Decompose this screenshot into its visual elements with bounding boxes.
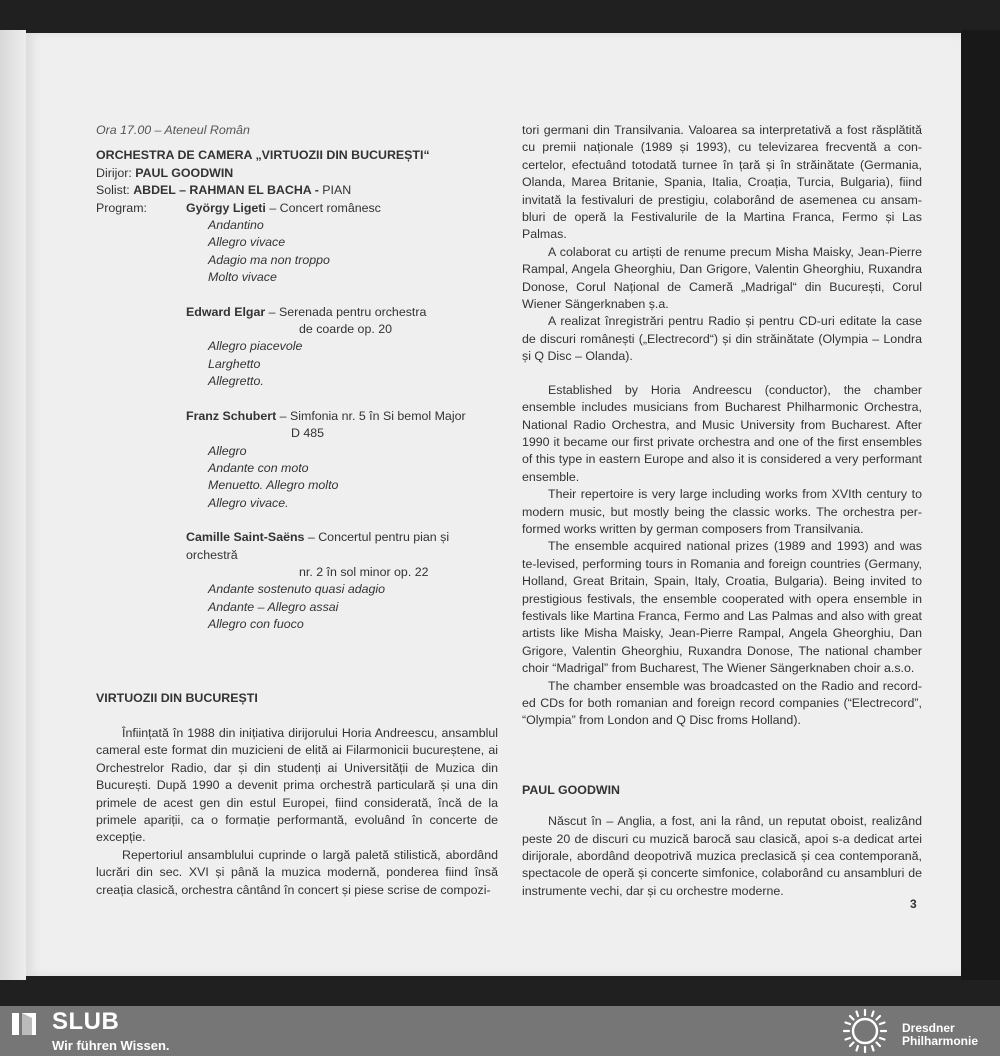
page-number: 3 <box>910 897 917 911</box>
program-label: Program: <box>96 200 147 215</box>
section-title-goodwin: PAUL GOODWIN <box>522 782 620 797</box>
program-work-4 <box>186 529 498 564</box>
soloist-instrument: PIAN <box>322 183 352 198</box>
paragraph: The chamber ensemble was broadcasted on the Radio and record-ed CDs for both romanian and foreign record companies (“Electrecord”, “Olympia” from London and Q Disc froms Holland). <box>522 678 922 728</box>
program-work-3 <box>186 408 498 425</box>
movement: Adagio ma non troppo <box>208 252 330 267</box>
movement: Andante con moto <box>208 460 309 475</box>
paragraph: A colaborat cu artiști de renume precum Misha Maisky, Jean-Pierre Rampal, Angela Gheorghiu, Dan Grigore, Valentin Gheorghiu, Ruxandra Donose, Corul Național de Cameră „Madrigal“ din București, Corul Wiener Sängerknaben ș.a. <box>522 244 922 312</box>
movement: Larghetto <box>208 356 261 371</box>
paragraph: The ensemble acquired national prizes (1989 and 1993) and was te-levised, performing tours in Romania and foreign countries (Germany, Holland, Great Britain, Spain, Italy, Croatia, Bulgaria). Being invited to prestigious festivals, the ensemble cooperated with opera ensemble in festivals like Martina Franca, Fermo and Las Palmas and also with great artists like Misha Maisky, Jean-Pierre Rampal, Angela Gheorghiu, Dan Grigore, Valentin Gheorghiu, Ruxandra Donose, The national chamber choir “Madrigal” from Bucharest, The Wiener Sängerknaben choir a.s.o. <box>522 539 922 676</box>
movement: Andantino <box>208 218 264 233</box>
soloist-name: ABDEL – RAHMAN EL BACHA - <box>133 183 323 198</box>
left-page-edge <box>0 30 26 980</box>
movement: Allegro con fuoco <box>208 617 304 632</box>
left-column <box>96 122 498 899</box>
movement: Allegro <box>208 443 247 458</box>
work-title-continued: de coarde op. 20 <box>299 322 393 337</box>
right-column <box>522 122 922 900</box>
movement: Andante sostenuto quasi adagio <box>208 582 386 597</box>
composer-name: György Ligeti <box>186 200 266 215</box>
partner-name: Dresdner Philharmonie <box>902 1021 979 1048</box>
movement: Allegro vivace <box>208 235 286 250</box>
movement: Menuetto. Allegro molto <box>208 478 339 493</box>
soloist-line: Solist: ABDEL – RAHMAN EL BACHA - PIAN <box>96 183 352 198</box>
work-title-continued: nr. 2 în sol minor op. 22 <box>299 564 429 579</box>
work-title: – Concertul pentru pian și orchestră <box>186 530 450 562</box>
work-title: – Serenada pentru orchestra <box>265 304 427 319</box>
paragraph: Născut în – Anglia, a fost, ani la rând, un reputat oboist, realizând peste 20 de discuri cu muzică barocă sau clasică, apoi s-a dedicat artei dirijorale, abordând deopotrivă muzica preclasică și cea contemporană, spectacole de operă și concerte simfonice, colaborând cu ansambluri de instrumente vechi, dar și cu orchestre moderne. <box>522 814 922 898</box>
slub-logo-icon <box>10 1010 40 1038</box>
paragraph: tori germani din Transilvania. Valoarea sa interpretativă a fost răsplătită cu premii naționale (1989 și 1993), cu televizarea frecventă a con-certelor, efectuând totodată turnee în țară și în străinătate (Germania, Olanda, Marea Britanie, Spania, Italia, Croația, Turcia, Bulgaria), fiind invitată la festivaluri de prestigiu, colaborând de asemenea cu ansam-bluri de operă la Festivalurile de la Martina Franca, Fermo și Las Palmas. <box>522 123 922 242</box>
movement: Andante – Allegro assai <box>208 599 339 614</box>
work-title: – Simfonia nr. 5 în Si bemol Major <box>276 408 466 423</box>
program-work-2 <box>186 304 498 321</box>
movement: Allegro piacevole <box>208 339 303 354</box>
conductor-line: Dirijor: PAUL GOODWIN <box>96 165 234 180</box>
philharmonie-logo-icon <box>840 1006 890 1056</box>
composer-name: Franz Schubert <box>186 408 277 423</box>
paragraph: Their repertoire is very large including works from XVIth century to modern music, but mostly being the classic works. The orchestra per-formed works written by german composers from Transilvania. <box>522 487 922 536</box>
ensemble-title: ORCHESTRA DE CAMERA „VIRTUOZII DIN BUCUREȘTI“ <box>96 148 430 163</box>
paragraph: A realizat înregistrări pentru Radio și pentru CD-uri editate la case de discuri românești („Electrecord“) și din străinătate (Olympia – Londra și Q Disc – Olanda). <box>522 314 922 364</box>
composer-name: Edward Elgar <box>186 304 266 319</box>
paragraph: Înființată în 1988 din inițiativa dirijorului Horia Andreescu, ansamblul cameral este format din muzicieni de elită ai Filarmonicii bucureștene, ai Orchestrelor Radio, dar și din studenți ai Universității de Muzica din București. După 1990 a devenit prima orchestră particulară și una din primele de acest gen din estul Europei, fiind considerată, încă de la primele apariții, ca o formație performantă, evoluând în concerte de excepție. <box>96 725 498 845</box>
scan-border <box>961 30 1000 980</box>
composer-name: Camille Saint-Saëns <box>186 530 305 545</box>
work-title: – Concert românesc <box>265 200 381 215</box>
library-name: SLUB <box>52 1008 120 1035</box>
section-title-virtuozii: VIRTUOZII DIN BUCUREȘTI <box>96 690 258 705</box>
venue-line: Ora 17.00 – Ateneul Român <box>96 123 250 137</box>
work-title-continued: D 485 <box>291 426 325 441</box>
conductor-name: PAUL GOODWIN <box>135 165 234 180</box>
movement: Allegretto. <box>208 374 264 389</box>
library-tagline: Wir führen Wissen. <box>52 1038 170 1053</box>
movement: Allegro vivace. <box>208 495 289 510</box>
paragraph: Established by Horia Andreescu (conductor), the chamber ensemble includes musicians from Bucharest Philharmonic Orchestra, National Radio Orchestra, and Music University from Bucharest. After 1990 it became our first private orchestra and one of the first ensembles of this type in eastern Europe and also it is considered a very performant ensemble. <box>522 382 922 484</box>
paragraph: Repertoriul ansamblului cuprinde o largă paletă stilistică, abordând lucrări din sec. XVI și până la muzica modernă, ponderea fiind însă creația clasică, orchestra cântând în concert și piese scrise de compozi- <box>96 847 498 897</box>
movement: Molto vivace <box>208 270 277 285</box>
program-work-1 <box>96 200 498 217</box>
